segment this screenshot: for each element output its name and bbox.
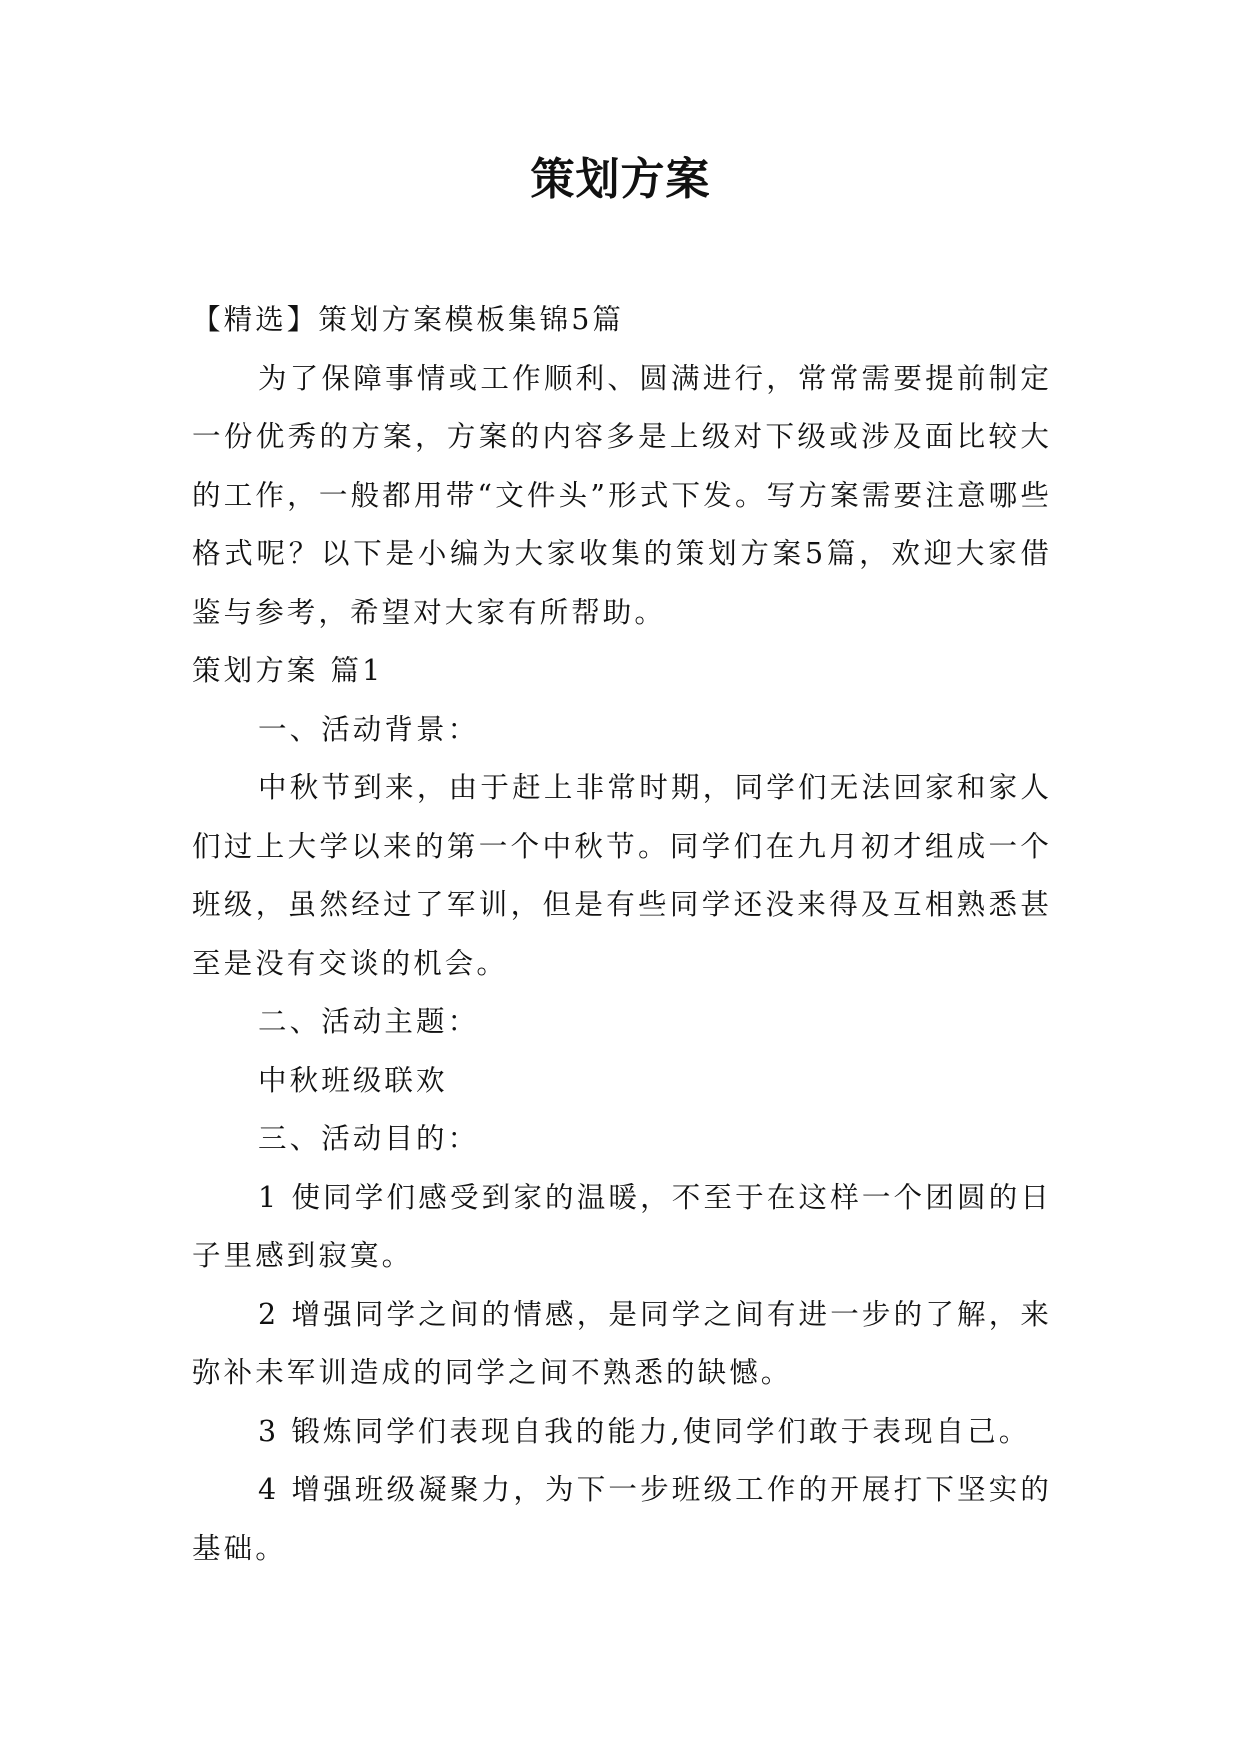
paragraph: 1 使同学们感受到家的温暖，不至于在这样一个团圆的日子里感到寂寞。	[192, 1180, 1052, 1272]
paragraph: 策划方案 篇1	[192, 654, 384, 687]
paragraph: 4 增强班级凝聚力，为下一步班级工作的开展打下坚实的基础。	[192, 1473, 1052, 1565]
paragraph: 一、活动背景：	[258, 712, 480, 746]
paragraph: 中秋班级联欢	[258, 1063, 448, 1097]
document-title: 策划方案	[530, 154, 711, 205]
paragraph: 二、活动主题：	[258, 1005, 480, 1038]
paragraph: 为了保障事情或工作顺利、圆满进行，常常需要提前制定一份优秀的方案，方案的内容多是上级对下级或涉及面比较大的工作，一般都用带“文件头”形式下发。写方案需要注意哪些格式呢？以下是小编为大家收集的策划方案5篇，欢迎大家借鉴与参考，希望对大家有所帮助。	[192, 361, 1052, 629]
paragraph: 【精选】策划方案模板集锦5篇	[192, 303, 625, 336]
paragraph: 三、活动目的：	[258, 1122, 480, 1155]
document-body	[192, 291, 1052, 1578]
paragraph: 2 增强同学之间的情感，是同学之间有进一步的了解，来弥补未军训造成的同学之间不熟悉的缺憾。	[192, 1297, 1052, 1389]
paragraph: 中秋节到来，由于赶上非常时期，同学们无法回家和家人们过上大学以来的第一个中秋节。同学们在九月初才组成一个班级，虽然经过了军训，但是有些同学还没来得及互相熟悉甚至是没有交谈的机会。	[192, 771, 1052, 980]
paragraph: 3 锻炼同学们表现自我的能力,使同学们敢于表现自己。	[258, 1414, 1031, 1448]
